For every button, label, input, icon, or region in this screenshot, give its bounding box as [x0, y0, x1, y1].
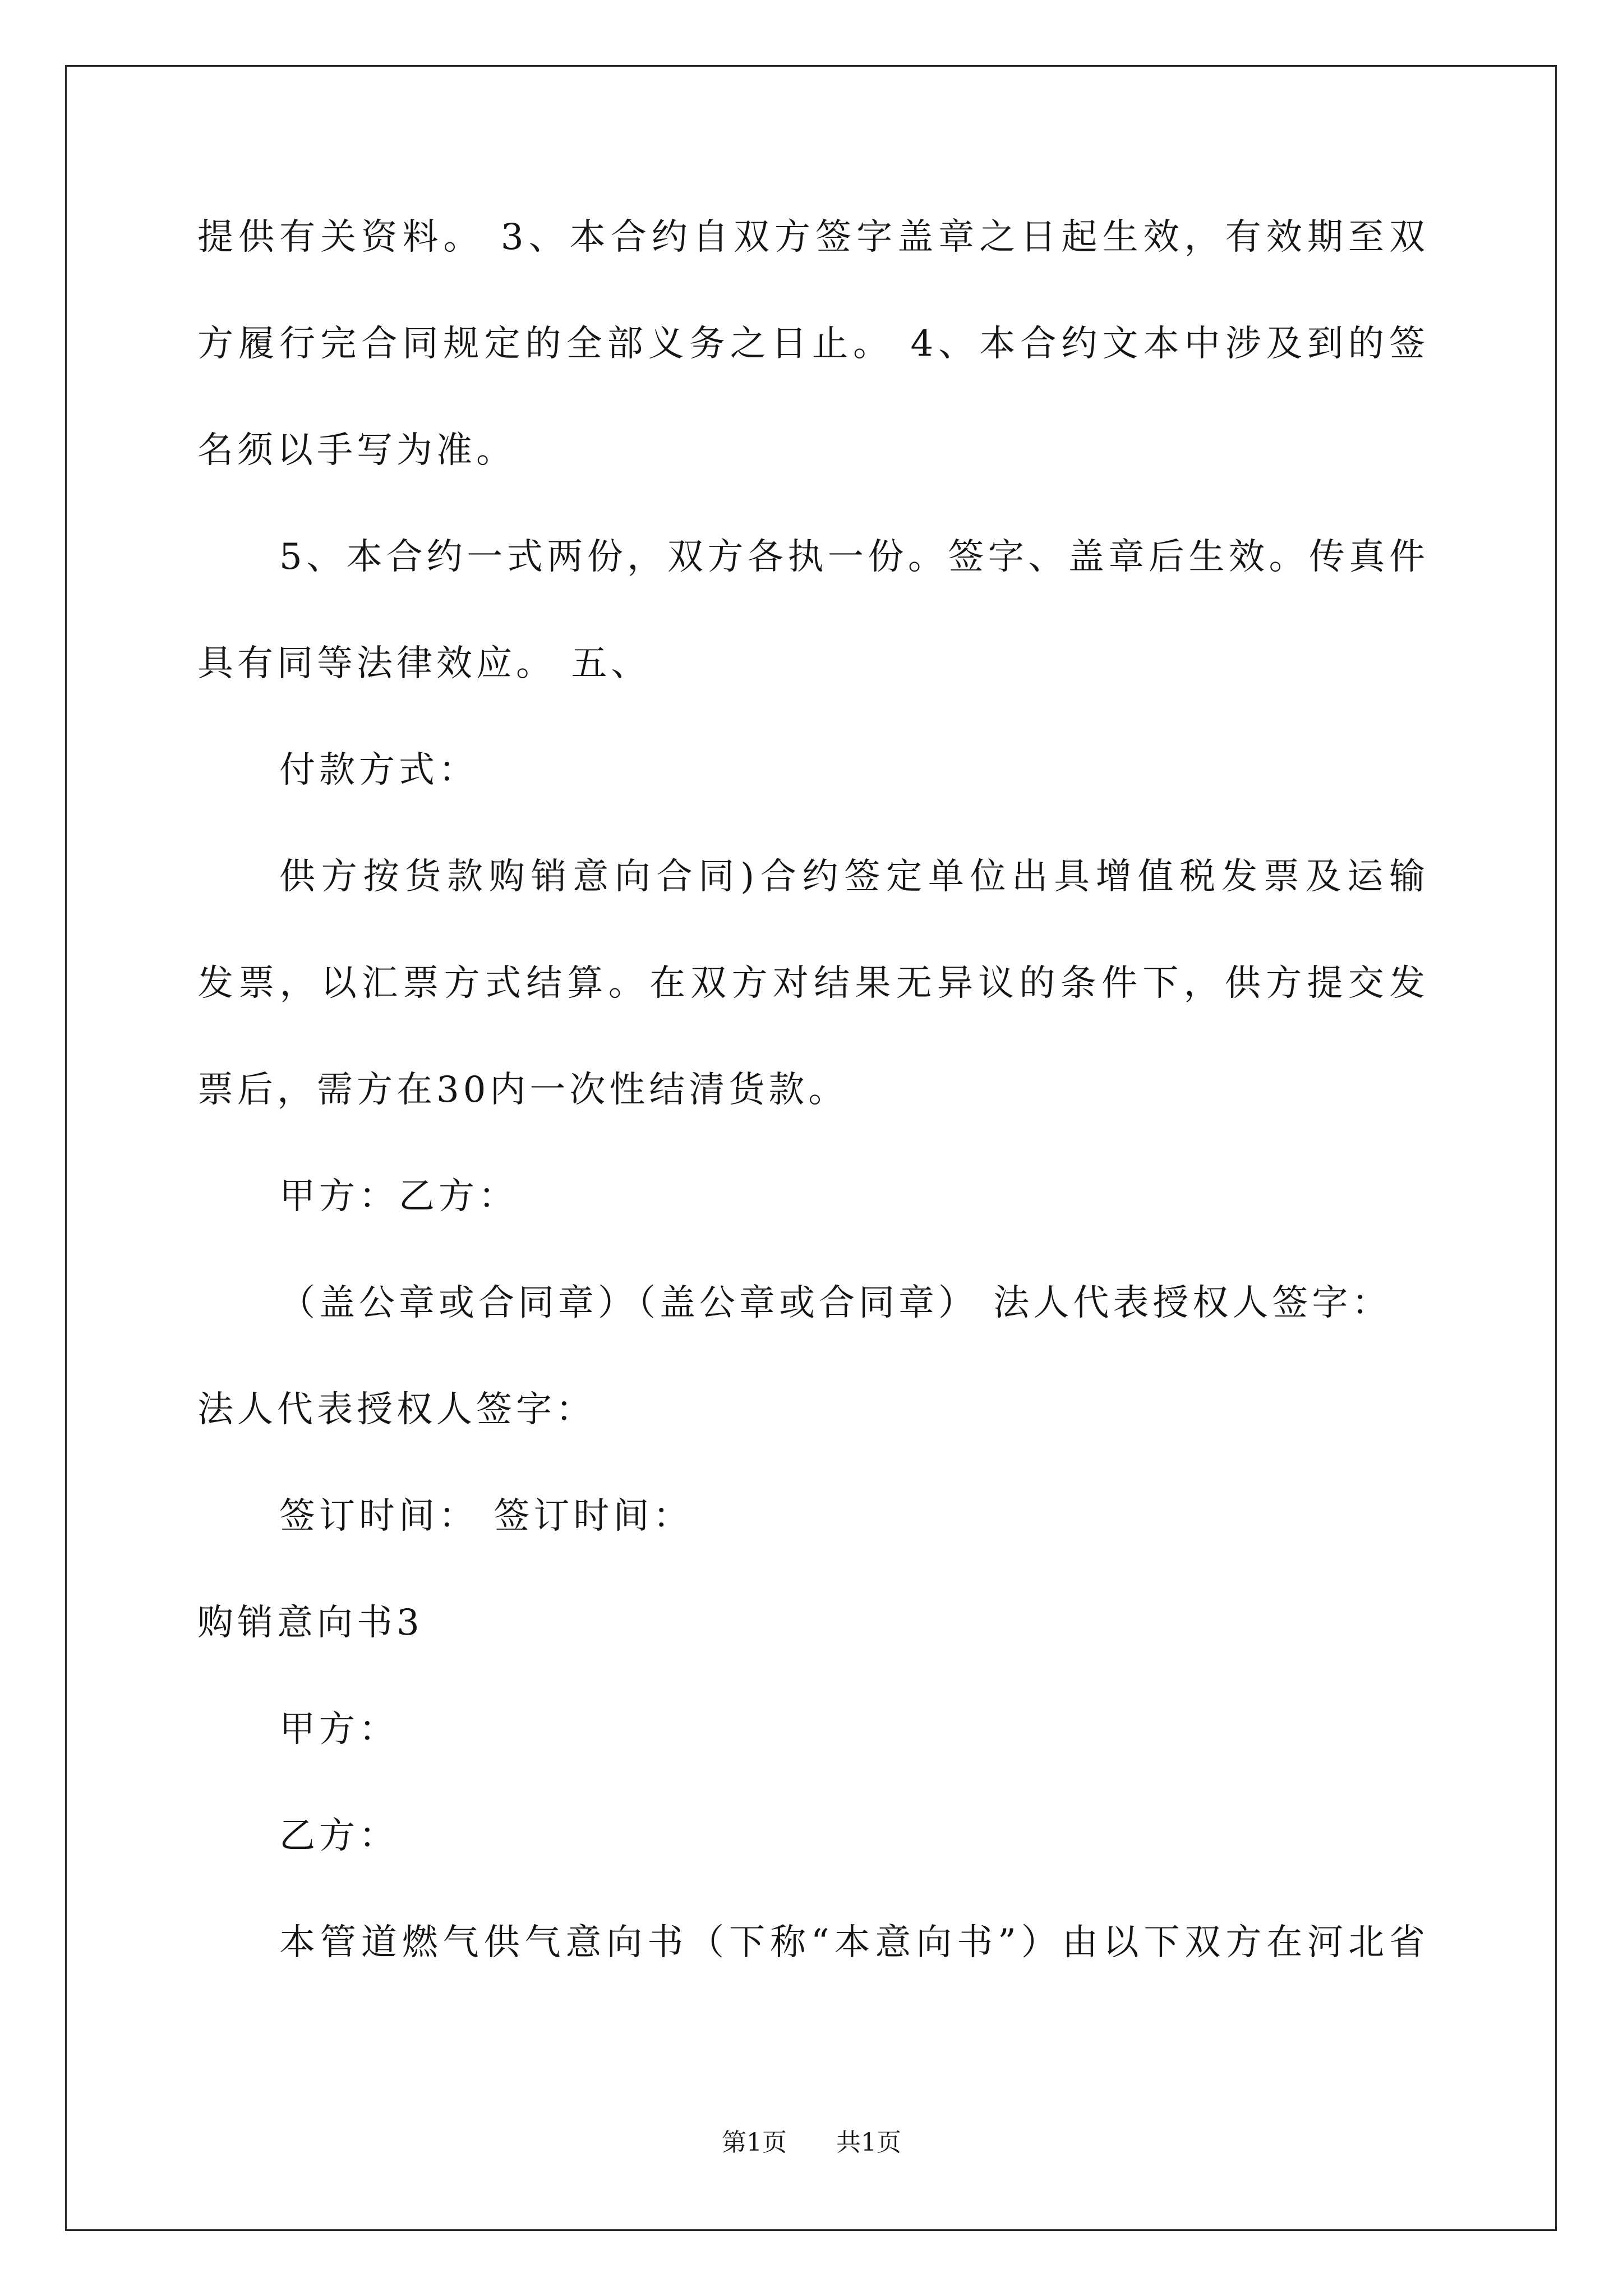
page-footer — [0, 2126, 1623, 2160]
page-number: 第1页 — [722, 2128, 787, 2157]
line-gap — [197, 1330, 1429, 1383]
text-line: 签订时间： 签订时间： — [279, 1496, 693, 1537]
section-heading: 购销意向书3 — [197, 1602, 423, 1644]
line-gap — [197, 1010, 1429, 1064]
text-line: 提供有关资料。 3、本合约自双方签字盖章之日起生效，有效期至双 — [197, 217, 1429, 258]
text-line: 甲方：乙方： — [279, 1176, 518, 1217]
text-line: 发票，以汇票方式结算。在双方对结果无异议的条件下，供方提交发 — [197, 963, 1429, 1004]
line-gap — [197, 264, 1429, 318]
line-gap — [197, 1437, 1429, 1490]
text-line: 付款方式： — [279, 749, 478, 791]
text-line: 方履行完合同规定的全部义务之日止。 4、本合约文本中涉及到的签 — [197, 323, 1429, 365]
text-line: 票后，需方在30内一次性结清货款。 — [197, 1069, 849, 1111]
text-line: 供方按货款购销意向合同)合约签定单位出具增值税发票及运输 — [279, 856, 1429, 898]
text-line: 5、本合约一式两份，双方各执一份。签字、盖章后生效。传真件 — [279, 536, 1429, 578]
line-gap — [197, 691, 1429, 744]
line-gap — [197, 477, 1429, 531]
line-gap — [197, 584, 1429, 637]
line-gap — [197, 797, 1429, 850]
line-gap — [197, 904, 1429, 957]
line-gap — [197, 371, 1429, 424]
text-line: 本管道燃气供气意向书（下称“本意向书”）由以下双方在河北省 — [279, 1922, 1429, 1963]
document-body — [197, 211, 1429, 1970]
line-gap — [197, 1863, 1429, 1916]
text-line: 名须以手写为准。 — [197, 430, 516, 471]
line-gap — [197, 1650, 1429, 1703]
text-line: 法人代表授权人签字： — [197, 1389, 596, 1430]
text-line: 甲方： — [279, 1709, 399, 1750]
page-total: 共1页 — [836, 2128, 901, 2157]
line-gap — [197, 1756, 1429, 1810]
text-line: 具有同等法律效应。 五、 — [197, 643, 651, 684]
line-gap — [197, 1543, 1429, 1596]
line-gap — [197, 1223, 1429, 1277]
text-line: （盖公章或合同章）（盖公章或合同章） 法人代表授权人签字： — [279, 1282, 1392, 1324]
text-line: 乙方： — [279, 1815, 399, 1857]
line-gap — [197, 1117, 1429, 1170]
